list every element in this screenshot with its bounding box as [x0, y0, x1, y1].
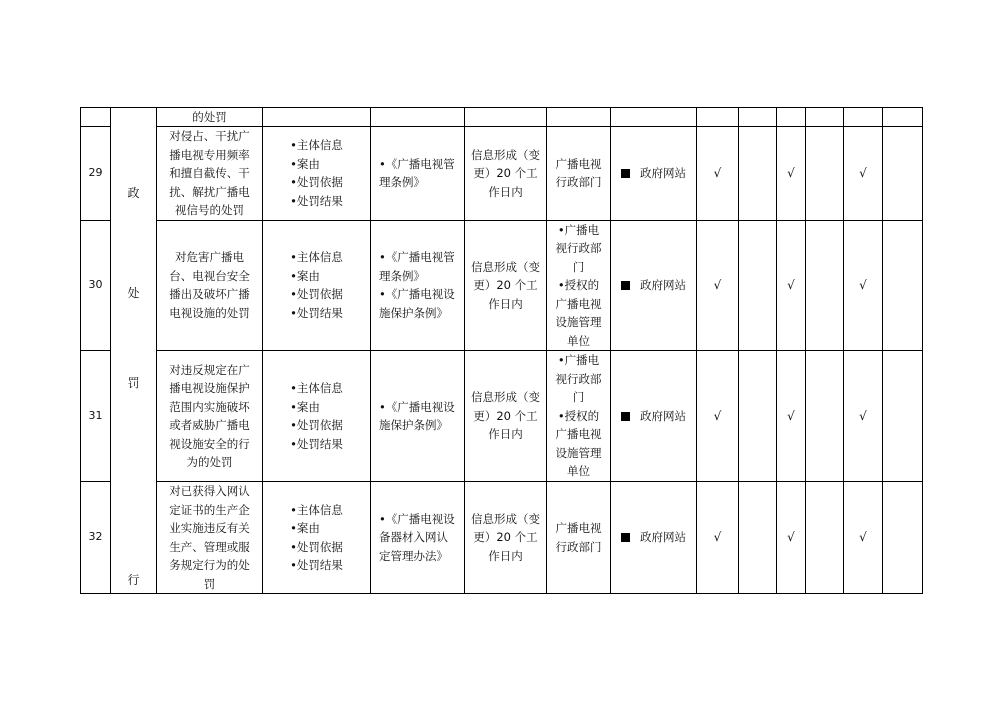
empty-cell — [777, 108, 806, 127]
period-cell — [465, 351, 547, 482]
basis-line: 施保护条例》 — [379, 305, 448, 320]
content-line: •处罚依据 — [290, 539, 343, 554]
content-line: •案由 — [290, 399, 320, 414]
table-row — [81, 220, 923, 351]
matter-line: 业实施违反有关 — [169, 521, 250, 535]
unit-line: 广播电视 — [555, 296, 602, 311]
period-line: 更）20 个工 — [473, 408, 538, 423]
empty-cell — [739, 220, 777, 351]
period-line: 更）20 个工 — [473, 278, 538, 292]
basis-list — [379, 398, 461, 435]
content-list — [290, 248, 343, 322]
content-list — [290, 501, 343, 575]
matter-line: 扰、解扰广播电 — [169, 184, 250, 199]
empty-cell — [883, 351, 923, 482]
matter-line: 对危害广播电 — [175, 250, 244, 265]
check-mark: √ — [697, 351, 739, 482]
basis-cell — [371, 127, 465, 221]
unit-line: •授权的 — [557, 278, 600, 292]
row-number: 29 — [81, 127, 111, 221]
category-cell — [111, 108, 157, 594]
empty-cell — [547, 108, 611, 127]
matter-line: 对已获得入网认 — [169, 484, 250, 498]
category-char: 罚 — [127, 376, 140, 390]
unit-line: 门 — [572, 259, 585, 274]
matter-line: 播出及破坏广播 — [169, 287, 250, 302]
matter-line: 务规定行为的处 — [169, 558, 250, 572]
empty-cell — [611, 108, 697, 127]
content-cell — [263, 127, 371, 221]
row-number: 31 — [81, 351, 111, 482]
matter-line: 范围内实施破坏 — [169, 399, 250, 414]
matter-line: 定证书的生产企 — [169, 502, 250, 517]
period-cell — [465, 127, 547, 221]
check-mark: √ — [777, 127, 806, 221]
check-mark: √ — [844, 127, 883, 221]
period-line: 信息形成（变 — [471, 511, 540, 526]
empty-cell — [844, 108, 883, 127]
matter-cell — [157, 220, 263, 351]
check-mark: √ — [777, 220, 806, 351]
content-line: •主体信息 — [290, 381, 343, 395]
basis-line: 备器材入网认 — [379, 530, 448, 545]
matter-line: 视信号的处罚 — [175, 203, 244, 217]
empty-cell — [883, 108, 923, 127]
unit-line: •广播电 — [557, 222, 600, 237]
unit-line: 设施管理 — [555, 315, 602, 329]
basis-line: 理条例》 — [379, 175, 425, 190]
square-bullet-icon — [621, 412, 630, 421]
basis-line: •《广播电视管 — [379, 156, 455, 171]
content-line: •案由 — [290, 156, 320, 171]
category-char: 政 — [127, 186, 140, 200]
table-row — [81, 127, 923, 221]
basis-cell — [371, 220, 465, 351]
check-mark: √ — [844, 482, 883, 594]
unit-line: •广播电 — [557, 353, 600, 368]
category-char: 处 — [127, 286, 140, 300]
row-number: 30 — [81, 220, 111, 351]
check-mark: √ — [697, 220, 739, 351]
unit-line: 单位 — [567, 333, 590, 348]
content-line: •案由 — [290, 521, 320, 535]
unit-line: 行政部门 — [555, 539, 602, 554]
channel-label: 政府网站 — [640, 408, 686, 423]
content-cell — [263, 351, 371, 482]
unit-line: 单位 — [567, 464, 590, 479]
content-line: •处罚依据 — [290, 287, 343, 302]
matter-line: 和擅自截传、干 — [169, 166, 250, 180]
check-mark: √ — [697, 127, 739, 221]
content-cell — [263, 220, 371, 351]
period-line: 作日内 — [488, 548, 523, 563]
basis-line: •《广播电视设 — [379, 399, 455, 414]
empty-cell — [739, 482, 777, 594]
basis-list — [379, 248, 461, 322]
check-mark: √ — [777, 351, 806, 482]
table-row — [81, 351, 923, 482]
matter-line: 对违反规定在广 — [169, 362, 250, 377]
empty-cell — [806, 351, 844, 482]
empty-cell — [883, 482, 923, 594]
content-line: •主体信息 — [290, 250, 343, 265]
content-line: •处罚依据 — [290, 418, 343, 432]
cell-no — [81, 108, 111, 127]
matter-line: 生产、管理或服 — [169, 539, 250, 554]
empty-cell — [739, 351, 777, 482]
channel-label: 政府网站 — [640, 278, 686, 292]
unit-list — [550, 351, 607, 481]
table-row — [81, 482, 923, 594]
category-char: 行 — [127, 573, 140, 587]
content-line: •处罚依据 — [290, 175, 343, 190]
unit-line: 视行政部 — [555, 371, 602, 386]
period-line: 作日内 — [488, 427, 523, 442]
period-line: 作日内 — [488, 184, 523, 199]
channel-label: 政府网站 — [640, 166, 686, 180]
check-mark: √ — [844, 351, 883, 482]
square-bullet-icon — [621, 281, 630, 290]
row-number: 32 — [81, 482, 111, 594]
channel-label: 政府网站 — [640, 530, 686, 545]
basis-line: •《广播电视设 — [379, 511, 455, 526]
check-mark: √ — [844, 220, 883, 351]
matter-cell — [157, 482, 263, 594]
matter-line: 播电视专用频率 — [169, 147, 250, 162]
period-line: 作日内 — [488, 296, 523, 311]
basis-cell — [371, 482, 465, 594]
basis-line: 施保护条例》 — [379, 418, 448, 432]
unit-line: 视行政部 — [555, 241, 602, 255]
period-line: 信息形成（变 — [471, 147, 540, 162]
unit-line: 广播电视 — [555, 521, 602, 535]
matter-line: 对侵占、干扰广 — [169, 129, 250, 143]
basis-line: 理条例》 — [379, 268, 425, 283]
matter-cell: 的处罚 — [157, 108, 263, 127]
period-line: 更）20 个工 — [473, 530, 538, 545]
unit-cell — [547, 482, 611, 594]
basis-list — [379, 510, 461, 566]
empty-cell — [806, 108, 844, 127]
empty-cell — [806, 127, 844, 221]
content-line: •处罚结果 — [290, 436, 343, 451]
empty-cell — [739, 127, 777, 221]
matter-cell — [157, 127, 263, 221]
content-line: •处罚结果 — [290, 558, 343, 572]
unit-list — [550, 221, 607, 351]
empty-cell — [465, 108, 547, 127]
empty-cell — [806, 482, 844, 594]
unit-line: 广播电视 — [555, 156, 602, 171]
period-line: 信息形成（变 — [471, 390, 540, 405]
square-bullet-icon — [621, 533, 630, 542]
period-cell — [465, 220, 547, 351]
unit-cell — [547, 127, 611, 221]
unit-line: •授权的 — [557, 408, 600, 423]
unit-cell — [547, 351, 611, 482]
empty-cell — [263, 108, 371, 127]
content-line: •主体信息 — [290, 138, 343, 153]
content-list — [290, 136, 343, 210]
matter-line: 罚 — [203, 576, 216, 591]
basis-line: •《广播电视管 — [379, 250, 455, 265]
unit-cell — [547, 220, 611, 351]
basis-line: 定管理办法》 — [379, 548, 448, 563]
unit-list — [550, 155, 607, 192]
matter-line: 视设施安全的行 — [169, 436, 250, 451]
matter-line: 电视设施的处罚 — [169, 305, 250, 320]
matter-cell — [157, 351, 263, 482]
basis-cell — [371, 351, 465, 482]
basis-line: •《广播电视设 — [379, 287, 455, 302]
content-line: •处罚结果 — [290, 305, 343, 320]
period-line: 更）20 个工 — [473, 166, 538, 180]
channel-cell — [611, 351, 697, 482]
unit-line: 广播电视 — [555, 427, 602, 442]
period-cell — [465, 482, 547, 594]
content-line: •主体信息 — [290, 502, 343, 517]
table-row-continued — [81, 108, 923, 127]
content-line: •处罚结果 — [290, 193, 343, 208]
empty-cell — [883, 127, 923, 221]
empty-cell — [371, 108, 465, 127]
category-label — [114, 108, 153, 589]
matter-line: 或者威胁广播电 — [169, 418, 250, 432]
check-mark: √ — [777, 482, 806, 594]
matter-line: 为的处罚 — [186, 455, 233, 469]
content-line: •案由 — [290, 268, 320, 283]
square-bullet-icon — [621, 169, 630, 178]
content-cell — [263, 482, 371, 594]
channel-cell — [611, 127, 697, 221]
matter-line: 台、电视台安全 — [169, 268, 250, 283]
unit-list — [550, 519, 607, 556]
check-mark: √ — [697, 482, 739, 594]
empty-cell — [739, 108, 777, 127]
unit-line: 行政部门 — [555, 175, 602, 190]
channel-cell — [611, 482, 697, 594]
basis-list — [379, 155, 461, 192]
channel-cell — [611, 220, 697, 351]
matter-line: 播电视设施保护 — [169, 381, 250, 395]
content-list — [290, 379, 343, 453]
empty-cell — [697, 108, 739, 127]
unit-line: 门 — [572, 390, 585, 405]
empty-cell — [883, 220, 923, 351]
period-line: 信息形成（变 — [471, 259, 540, 274]
unit-line: 设施管理 — [555, 445, 602, 460]
empty-cell — [806, 220, 844, 351]
disclosure-table — [80, 107, 923, 594]
